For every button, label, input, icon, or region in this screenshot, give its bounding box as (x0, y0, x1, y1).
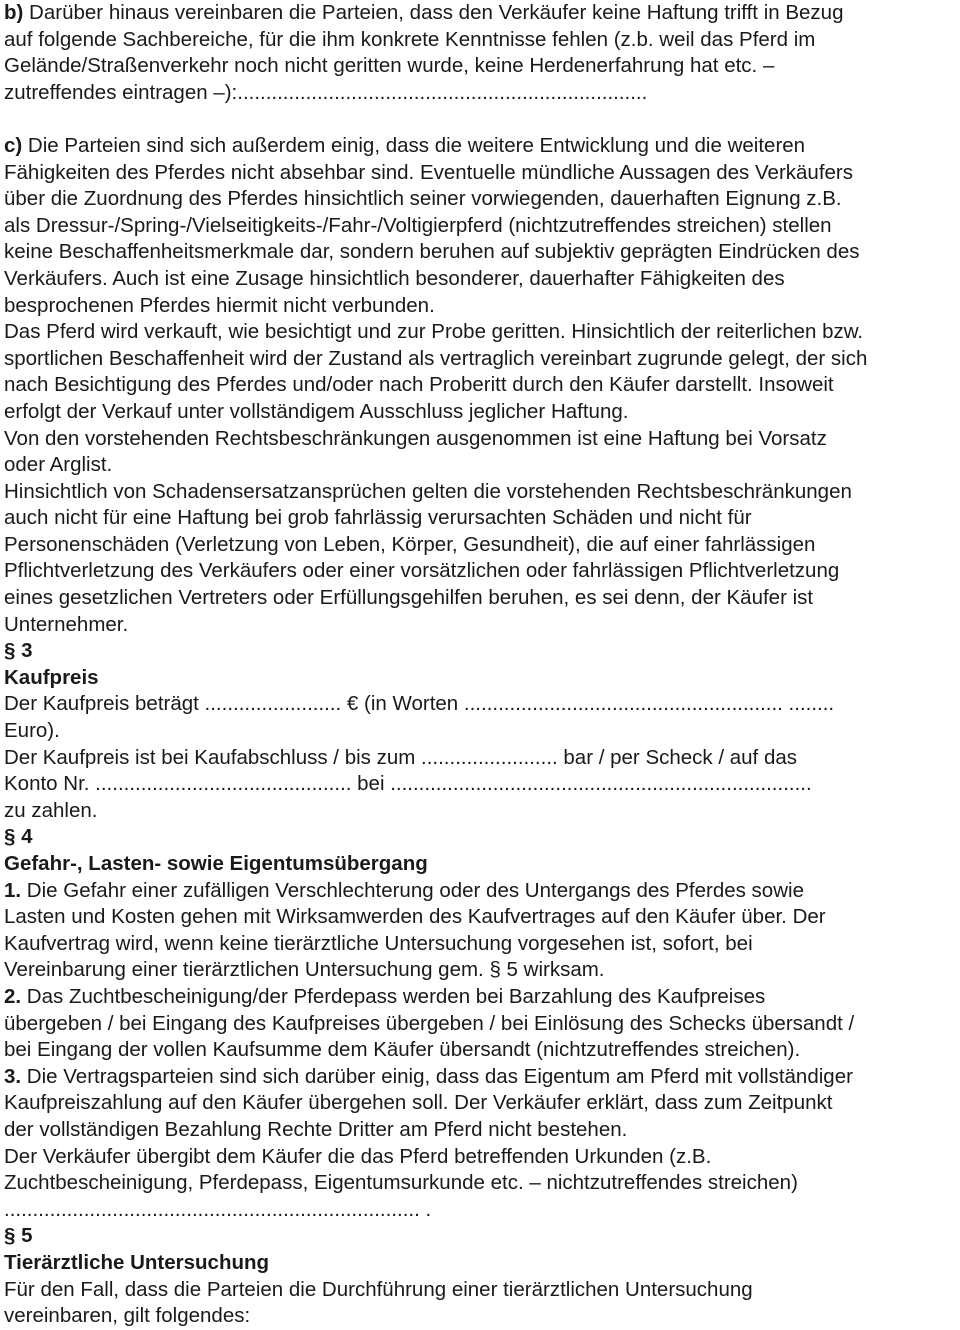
para-c-line: Fähigkeiten des Pferdes nicht absehbar sind. Eventuelle mündliche Aussagen des Verkäufers (4, 160, 853, 184)
section-5-number: § 5 (4, 1224, 33, 1248)
section-4-p2-line-1: 2. Das Zuchtbescheinigung/der Pferdepass werden bei Barzahlung des Kaufpreises (4, 984, 766, 1008)
para-c-label: c) (4, 133, 23, 157)
para-c-line: Von den vorstehenden Rechtsbeschränkungen ausgenommen ist eine Haftung bei Vorsatz (4, 426, 827, 450)
section-4-line: übergeben / bei Eingang des Kaufpreises übergeben / bei Einlösung des Schecks übersandt / (4, 1011, 855, 1035)
section-3-line: Der Kaufpreis ist bei Kaufabschluss / bis zum ........................ bar / per Scheck / auf das (4, 745, 798, 769)
para-b-line-3: Gelände/Straßenverkehr noch nicht geritten wurde, keine Herdenerfahrung hat etc. – (4, 54, 775, 78)
section-4-p2-label: 2. (4, 984, 22, 1008)
section-4-p1-label: 1. (4, 878, 22, 902)
section-4-p3-label: 3. (4, 1064, 22, 1088)
section-4-number: § 4 (4, 825, 33, 849)
section-4-line: Kaufpreiszahlung auf den Käufer übergehen soll. Der Verkäufer erklärt, dass zum Zeitpunkt (4, 1091, 833, 1115)
section-4-p3-line-1: 3. Die Vertragsparteien sind sich darüber einig, dass das Eigentum am Pferd mit vollständiger (4, 1064, 853, 1088)
para-c-line: auch nicht für eine Haftung bei grob fahrlässig verursachten Schäden und nicht für (4, 506, 752, 530)
para-c-line: erfolgt der Verkauf unter vollständigem Ausschluss jeglicher Haftung. (4, 399, 629, 423)
para-b-label: b) (4, 1, 24, 24)
section-3-line: Konto Nr. ............................................. bei .......................................................................... (4, 772, 812, 796)
spacer (4, 106, 960, 133)
section-3-line: Der Kaufpreis beträgt ........................ € (in Worten ........................................................ ........ (4, 692, 835, 716)
para-c-line: eines gesetzlichen Vertreters oder Erfüllungsgehilfen beruhen, es sei denn, der Käufer ist (4, 586, 814, 610)
section-4-title: Gefahr-, Lasten- sowie Eigentumsübergang (4, 852, 428, 875)
section-4-line: der vollständigen Bezahlung Rechte Dritter am Pferd nicht bestehen. (4, 1117, 628, 1141)
section-4-line: bei Eingang der vollen Kaufsumme dem Käufer übersandt (nichtzutreffendes streichen). (4, 1038, 801, 1062)
section-4-line: Zuchtbescheinigung, Pferdepass, Eigentumsurkunde etc. – nichtzutreffendes streichen) (4, 1171, 798, 1195)
section-4-line: Lasten und Kosten gehen mit Wirksamwerden des Kaufvertrages auf den Käufer über. Der (4, 905, 826, 929)
para-c-line: nach Besichtigung des Pferdes und/oder nach Proberitt durch den Käufer darstellt. Insoweit (4, 373, 834, 397)
para-c-line: Personenschäden (Verletzung von Leben, Körper, Gesundheit), die auf einer fahrlässigen (4, 532, 816, 556)
section-4-line: Der Verkäufer übergibt dem Käufer die das Pferd betreffenden Urkunden (z.B. (4, 1144, 712, 1168)
para-c-line: oder Arglist. (4, 453, 113, 477)
para-c-line: Hinsichtlich von Schadensersatzansprüchen gelten die vorstehenden Rechtsbeschränkungen (4, 479, 852, 503)
para-b-line-2: auf folgende Sachbereiche, für die ihm konkrete Kenntnisse fehlen (z.b. weil das Pferd im (4, 27, 816, 51)
section-3-title: Kaufpreis (4, 665, 99, 689)
para-c-line: Das Pferd wird verkauft, wie besichtigt und zur Probe geritten. Hinsichtlich der reiterlichen bzw. (4, 320, 864, 344)
para-c-line: über die Zuordnung des Pferdes hinsichtlich seiner vorwiegenden, dauerhaften Eignung z.B. (4, 187, 842, 211)
para-c-line: Verkäufers. Auch ist eine Zusage hinsichtlich besonderer, dauerhafter Fähigkeiten des (4, 266, 785, 290)
section-3-line: zu zahlen. (4, 798, 98, 822)
para-c-line: als Dressur-/Spring-/Vielseitigkeits-/Fahr-/Voltigierpferd (nichtzutreffendes streichen) stellen (4, 213, 832, 237)
section-5-line: Für den Fall, dass die Parteien die Durchführung einer tierärztlichen Untersuchung (4, 1277, 753, 1301)
section-3-number: § 3 (4, 639, 33, 663)
section-4-line: ......................................................................... . (4, 1197, 432, 1221)
para-b-line-1: b) Darüber hinaus vereinbaren die Parteien, dass den Verkäufer keine Haftung trifft in Bezug (4, 1, 844, 24)
section-4-line: Kaufvertrag wird, wenn keine tierärztliche Untersuchung vorgesehen ist, sofort, bei (4, 931, 753, 955)
para-c-line: Pflichtverletzung des Verkäufers oder einer vorsätzlichen oder fahrlässigen Pflichtverletzung (4, 559, 840, 583)
section-3-line: Euro). (4, 719, 60, 743)
section-4-p1-line-1: 1. Die Gefahr einer zufälligen Verschlechterung oder des Untergangs des Pferdes sowie (4, 878, 804, 902)
para-c-line: keine Beschaffenheitsmerkmale dar, sondern beruhen auf subjektiv geprägten Eindrücken des (4, 240, 860, 264)
para-c-line: Unternehmer. (4, 612, 129, 636)
para-c-line-1: c) Die Parteien sind sich außerdem einig, dass die weitere Entwicklung und die weiteren (4, 133, 806, 157)
para-c-line: sportlichen Beschaffenheit wird der Zustand als vertraglich vereinbart zugrunde gelegt, der sich (4, 346, 868, 370)
para-b-line-4: zutreffendes eintragen –):........................................................................ (4, 80, 648, 104)
para-c-line: besprochenen Pferdes hiermit nicht verbunden. (4, 293, 435, 317)
section-5-title: Tierärztliche Untersuchung (4, 1250, 270, 1274)
section-5-line: vereinbaren, gilt folgendes: (4, 1304, 251, 1328)
section-4-line: Vereinbarung einer tierärztlichen Untersuchung gem. § 5 wirksam. (4, 958, 605, 982)
